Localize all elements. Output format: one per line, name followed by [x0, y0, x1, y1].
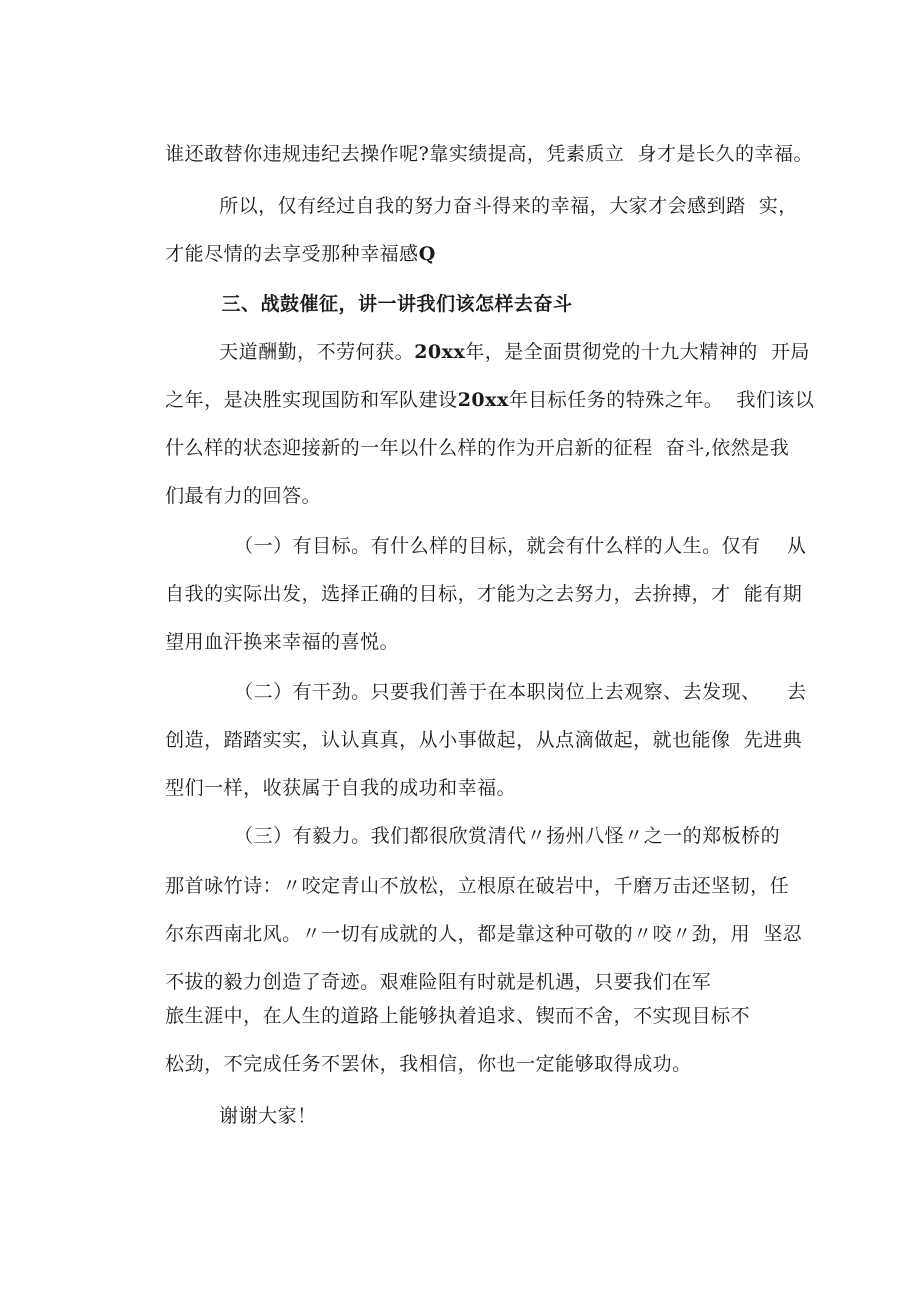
text-run: 年目标任务的特殊之年。 我们该以: [508, 389, 815, 411]
text-run: 年，是全面贯彻党的十九大精神的 开局: [465, 341, 810, 363]
text-run: 望用血汗换来幸福的喜悦。: [165, 631, 400, 653]
text-run: 不拔的毅力创造了奇迹。艰难险阻有时就是机遇，只要我们在军: [165, 971, 712, 993]
text-run-bold: 20xx: [414, 341, 466, 363]
text-run: 尔东西南北风。〃一切有成就的人，都是靠这种可敬的〃咬〃劲，用 坚忍: [165, 923, 803, 945]
text-run: 谢谢大家！: [219, 1105, 317, 1127]
text-run: 谁还敢替你违规违纪去操作呢?靠实绩提高，凭素质立 身才是长久的幸福。: [165, 143, 813, 165]
text-run: 型们一样，收获属于自我的成功和幸福。: [165, 777, 517, 799]
text-run: 三、战鼓催征，讲一讲我们该怎样去奋斗: [221, 293, 573, 315]
text-run: 天道酬勤，不劳何获。: [219, 341, 415, 363]
text-run-bold: 20xx: [457, 389, 509, 411]
text-run: 旅生涯中，在人生的道路上能够执着追求、锲而不舍，不实现目标不: [165, 1005, 751, 1027]
text-run: 所以，仅有经过自我的努力奋斗得来的幸福，大家才会感到踏 实，: [219, 195, 798, 217]
text-run: 自我的实际出发，选择正确的目标，才能为之去努力，去拚搏，才 能有期: [165, 583, 803, 605]
text-run: （二）有干劲。只要我们善于在本职岗位上去观察、去发现、 去: [234, 681, 807, 703]
text-run-bold: Q: [418, 243, 436, 265]
text-run: 松劲，不完成任务不罢休，我相信，你也一定能够取得成功。: [165, 1053, 692, 1075]
text-run: （一）有目标。有什么样的目标，就会有什么样的人生。仅有 从: [234, 535, 807, 557]
closing-line: [193, 1080, 317, 1152]
text-run: 才能尽情的去享受那种幸福感: [165, 243, 419, 265]
text-run: 那首咏竹诗：〃咬定青山不放松，立根原在破岩中，千磨万击还坚韧，任: [165, 875, 790, 897]
text-run: 什么样的状态迎接新的一年以什么样的作为开启新的征程 奋斗,依然是我: [165, 437, 790, 459]
text-run: 之年，是决胜实现国防和军队建设: [165, 389, 458, 411]
text-run: （三）有毅力。我们都很欣赏清代〃扬州八怪〃之一的郑板桥的: [234, 825, 781, 847]
text-run: 创造，踏踏实实，认认真真，从小事做起，从点滴做起，就也能像 先进典: [165, 729, 803, 751]
text-run: 们最有力的回答。: [165, 485, 322, 507]
